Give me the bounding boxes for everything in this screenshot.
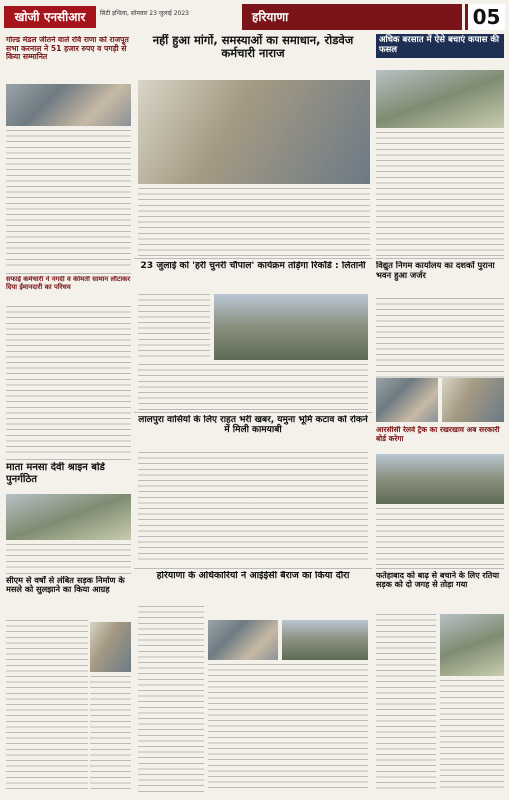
date-line: सिटी इन्डिया, सोमवार 23 जुलाई 2023 <box>100 10 189 17</box>
page-number: 05 <box>465 4 505 30</box>
body-chunri-2 <box>138 364 368 410</box>
divider <box>6 273 131 274</box>
divider <box>6 573 131 574</box>
headline-mansa-devi: माता मनसा देवी श्राइन बोर्ड पुनर्गठित <box>6 462 105 485</box>
headline-barrage-visit: हरियाणा के अधिकारियों ने आईईसी बैराज का किया दौरा <box>156 571 350 581</box>
headline-lalpura: लालपुरा वासियों के लिए राहत भरी खबर, यमुना भूमि कटाव को रोकने में मिली कामयाबी <box>138 415 368 436</box>
story-power-office <box>376 261 504 295</box>
photo-barrage-gates <box>282 620 368 660</box>
body-barrage-2 <box>208 664 368 792</box>
story-gold-medal <box>6 36 131 86</box>
photo-power-office-2 <box>442 378 504 422</box>
body-mansa-devi <box>6 544 131 570</box>
story-cotton <box>376 34 504 68</box>
masthead: खोजी एनसीआर <box>4 6 96 28</box>
headline-railway-track: आरसीसी रेलवे ट्रैक का रखरखाव अब सरकारी बोर्ड करेगा <box>376 426 500 443</box>
story-road-construction <box>6 576 131 616</box>
divider <box>376 258 504 259</box>
story-fatehabad-flood <box>376 571 504 611</box>
story-railway-track <box>376 426 504 452</box>
story-mansa-devi <box>6 462 131 492</box>
photo-officials-barrage <box>208 620 278 660</box>
divider <box>134 258 372 259</box>
photo-cotton-field <box>376 70 504 128</box>
body-barrage-1 <box>138 606 204 792</box>
headline-power-office: विद्युत निगम कार्यालय का दशकों पुराना भवन हुआ जर्जर <box>376 261 495 280</box>
body-lalpura <box>138 452 368 564</box>
body-cotton <box>376 132 504 256</box>
page-header <box>4 4 505 32</box>
story-barrage-visit <box>134 571 372 603</box>
body-road-construction-2 <box>90 676 131 792</box>
headline-cotton: अधिक बरसात में ऐसे बचाएं कपास की फसल <box>376 34 504 58</box>
body-sweeper <box>6 306 131 456</box>
photo-chaupal-event <box>214 294 368 360</box>
body-roadways <box>138 188 370 256</box>
photo-mansa-devi-meeting <box>6 494 131 540</box>
divider <box>6 459 131 460</box>
body-chunri-1 <box>138 294 210 360</box>
divider <box>134 568 372 569</box>
photo-mla-portrait <box>90 622 131 672</box>
headline-gold-medal: गोल्ड मेडल जीतने वाले रवि राणा को राजपूत सभा करनाल ने 51 हजार रुपए व पगड़ी से किया सम्मानित <box>6 36 129 62</box>
photo-gold-medal-ceremony <box>6 84 131 126</box>
photo-broken-road <box>440 614 504 676</box>
photo-power-office-1 <box>376 378 438 422</box>
story-sweeper <box>6 276 131 306</box>
headline-roadways: नहीं हुआ मांगों, समस्याओं का समाधान, रोडवेज कर्मचारी नाराज <box>152 34 354 61</box>
section-title: हरियाणा <box>242 4 462 30</box>
headline-sweeper: सफाई कर्मचारी ने नगदी व कीमती सामान लौटाकर दिया ईमानदारी का परिचय <box>6 276 131 291</box>
story-roadways <box>134 34 372 76</box>
body-power-office <box>376 298 504 378</box>
photo-railway-track <box>376 454 504 504</box>
headline-road-construction: सीएम से वर्षों से लंबित सड़क निर्माण के मसले को सुलझाने का किया आग्रह <box>6 576 125 595</box>
headline-chunri-chaupal: 23 जुलाई को 'हरी चुनरी चौपाल' कार्यक्रम तोड़ेगा रिकॉर्ड : लितानी <box>140 261 366 271</box>
body-gold-medal <box>6 130 131 270</box>
body-road-construction <box>6 620 88 792</box>
headline-fatehabad-flood: फतेहाबाद को बाढ़ से बचाने के लिए रतिया सड़क को दो जगह से तोड़ा गया <box>376 571 500 590</box>
divider <box>134 412 372 413</box>
divider <box>376 568 504 569</box>
body-fatehabad-2 <box>440 680 504 792</box>
body-railway-track <box>376 508 504 566</box>
story-lalpura <box>134 415 372 449</box>
photo-roadways-meeting <box>138 80 370 184</box>
story-chunri-chaupal <box>134 261 372 291</box>
body-fatehabad-1 <box>376 614 436 792</box>
